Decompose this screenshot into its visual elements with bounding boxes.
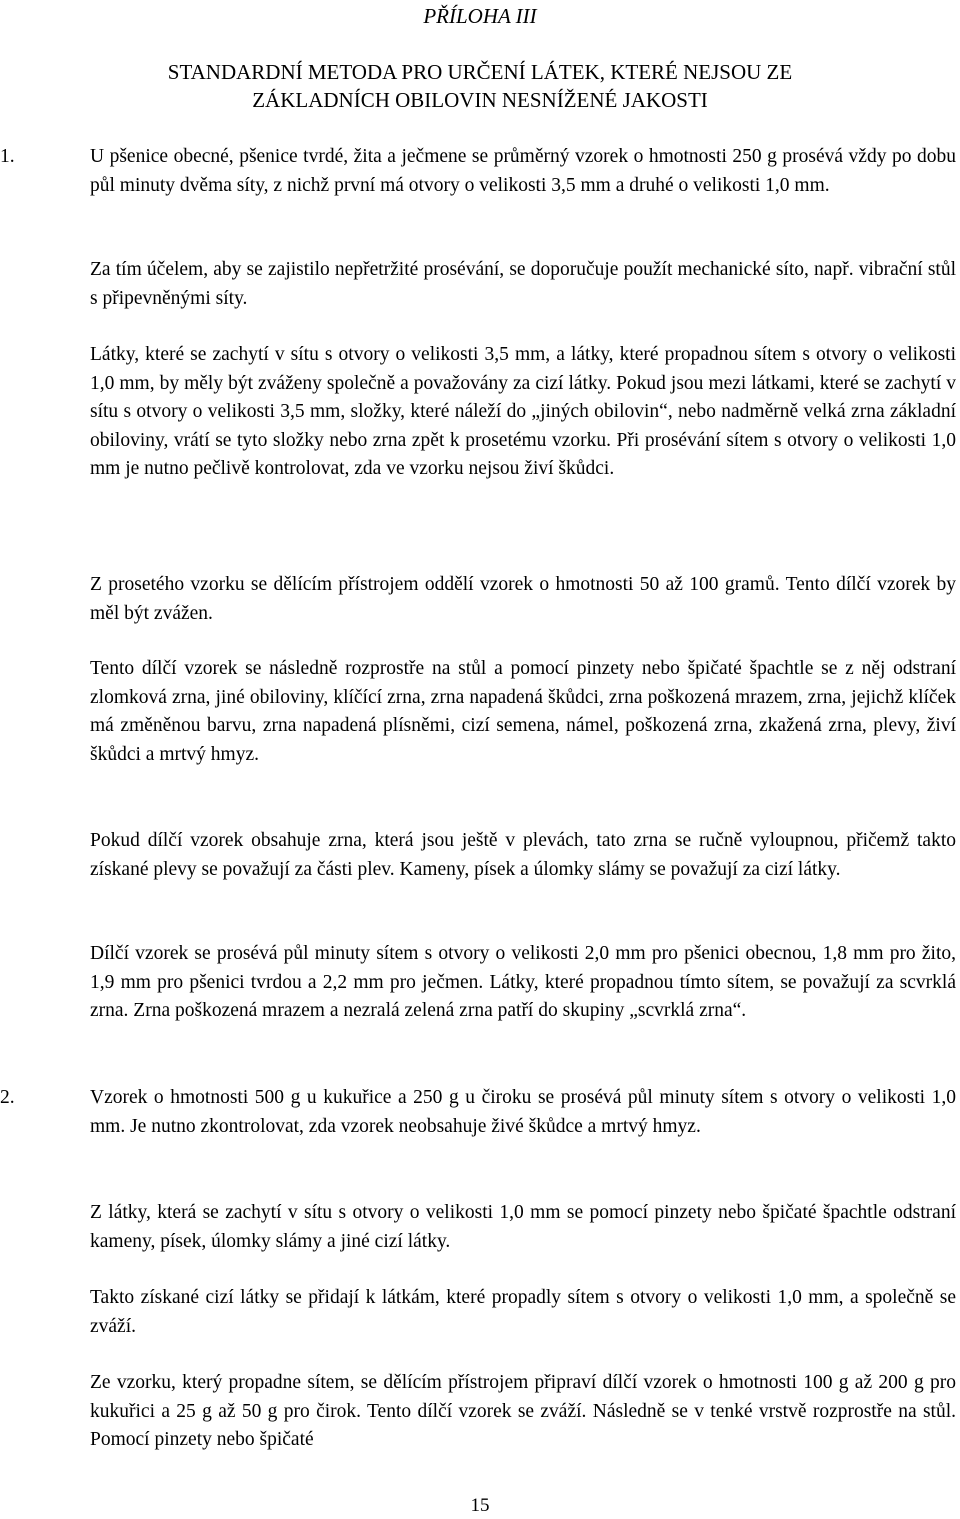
section-2-paragraph-4: Ze vzorku, který propadne sítem, se dělícím přístrojem připraví dílčí vzorek o hmotnosti 100 g až 200 g pro kukuřici a 25 g až 50 g pro čirok. Tento dílčí vzorek se zváží. Následně se v tenké vrstvě rozprostře na stůl. Pomocí pinzety nebo špičaté xyxy=(90,1372,956,1450)
section-2-paragraph-3: Takto získané cizí látky se přidají k látkám, které propadly sítem s otvory o velikosti 1,0 mm, a společně se zváží. xyxy=(90,1287,956,1337)
section-2-paragraph-2: Z látky, která se zachytí v sítu s otvory o velikosti 1,0 mm se pomocí pinzety nebo špičaté špachtle odstraní kameny, písek, úlomky slámy a jiné cizí látky. xyxy=(90,1202,956,1252)
section-number: 2. xyxy=(0,1087,15,1108)
document-title-line-1: STANDARDNÍ METODA PRO URČENÍ LÁTEK, KTERÉ NEJSOU ZE xyxy=(167,60,793,84)
section-1-paragraph-1: U pšenice obecné, pšenice tvrdé, žita a ječmene se průměrný vzorek o hmotnosti 250 g prosévá vždy po dobu půl minuty dvěma síty, z nichž první má otvory o velikosti 3,5 mm a druhé o velikosti 1,0 mm. xyxy=(90,146,956,196)
section-1-paragraph-2: Za tím účelem, aby se zajistilo nepřetržité prosévání, se doporučuje použít mechanické síto, např. vibrační stůl s připevněnými síty. xyxy=(90,259,956,309)
section-1-paragraph-5: Tento dílčí vzorek se následně rozprostře na stůl a pomocí pinzety nebo špičaté špachtle se z něj odstraní zlomková zrna, jiné obiloviny, klíčící zrna, zrna napadená škůdci, zrna poškozená mrazem, zrna, jejichž klíček má změněnou barvu, zrna napadená plísněmi, cizí semena, námel, poškozená zrna, zkažená zrna, plevy, živí škůdci a mrtvý hmyz. xyxy=(90,658,956,765)
document-title xyxy=(0,58,960,114)
section-1-paragraph-6: Pokud dílčí vzorek obsahuje zrna, která jsou ještě v plevách, tato zrna se ručně vyloupnou, přičemž takto získané plevy se považují za části plev. Kameny, písek a úlomky slámy se považují za cizí látky. xyxy=(90,830,956,880)
section-1-paragraph-4: Z prosetého vzorku se dělícím přístrojem oddělí vzorek o hmotnosti 50 až 100 gramů. Tento dílčí vzorek by měl být zvážen. xyxy=(90,574,956,624)
section-2-paragraph-1: Vzorek o hmotnosti 500 g u kukuřice a 250 g u čiroku se prosévá půl minuty sítem s otvory o velikosti 1,0 mm. Je nutno zkontrolovat, zda vzorek neobsahuje živé škůdce a mrtvý hmyz. xyxy=(90,1087,956,1137)
document-title-line-2: ZÁKLADNÍCH OBILOVIN NESNÍŽENÉ JAKOSTI xyxy=(252,88,708,112)
section-1-paragraph-7: Dílčí vzorek se prosévá půl minuty sítem s otvory o velikosti 2,0 mm pro pšenici obecnou, 1,8 mm pro žito, 1,9 mm pro pšenici tvrdou a 2,2 mm pro ječmen. Látky, které propadnou tímto sítem, se považují za scvrklá zrna. Zrna poškozená mrazem a nezralá zelená zrna patří do skupiny „scvrklá zrna“. xyxy=(90,943,956,1021)
page-number: 15 xyxy=(470,1495,490,1516)
section-1-paragraph-3: Látky, které se zachytí v sítu s otvory o velikosti 3,5 mm, a látky, které propadnou sítem s otvory o velikosti 1,0 mm, by měly být zváženy společně a považovány za cizí látky. Pokud jsou mezi látkami, které se zachytí v sítu s otvory o velikosti 3,5 mm, složky, které náleží do „jiných obilovin“, nebo nadměrně velká zrna základní obiloviny, vrátí se tyto složky nebo zrna zpět k prosetému vzorku. Při prosévání sítem s otvory o velikosti 1,0 mm je nutno pečlivě kontrolovat, zda ve vzorku nejsou živí škůdci. xyxy=(90,344,956,479)
annex-title: PŘÍLOHA III xyxy=(423,4,537,28)
section-number: 1. xyxy=(0,146,15,167)
